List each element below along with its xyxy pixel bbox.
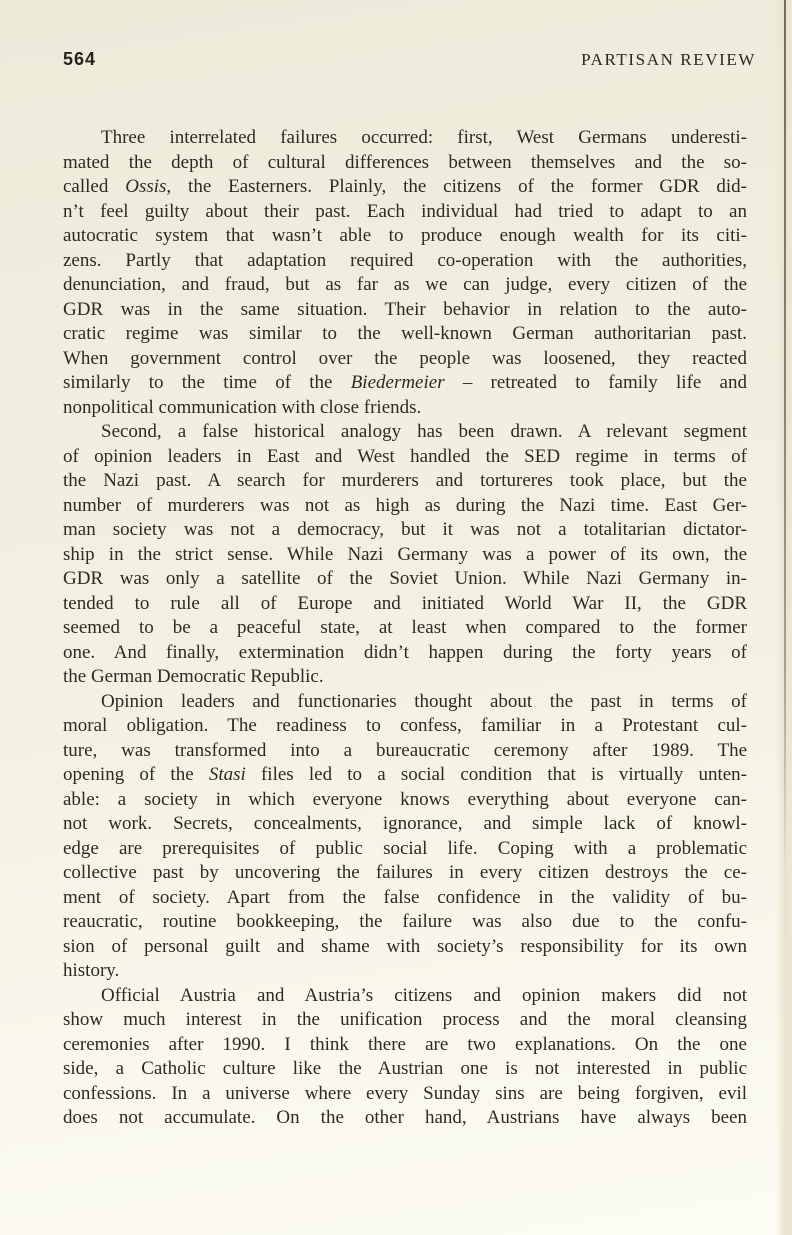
text-line: the Nazi past. A search for murderers and tortureres took place, but the <box>63 470 747 491</box>
text-line: cratic regime was similar to the well-known German authoritarian past. <box>63 323 747 344</box>
text-line: GDR was only a satellite of the Soviet Union. While Nazi Germany in- <box>63 568 747 589</box>
text-line: number of murderers was not as high as during the Nazi time. East Ger- <box>63 494 747 516</box>
text-line: collective past by uncovering the failures in every citizen destroys the ce- <box>63 862 747 883</box>
text-line: seemed to be a peaceful state, at least when compared to the former <box>63 617 747 638</box>
text-line: tended to rule all of Europe and initiated World War II, the GDR <box>63 592 747 614</box>
text-line: mated the depth of cultural differences between themselves and the so- <box>63 151 747 173</box>
text-line: denunciation, and fraud, but as far as we can judge, every citizen of the <box>63 274 747 295</box>
journal-title: PARTISAN REVIEW <box>581 50 756 69</box>
text-line: When government control over the people was loosened, they reacted <box>63 347 747 369</box>
text-line: one. And finally, extermination didn’t happen during the forty years of <box>63 641 747 663</box>
text-line: n’t feel guilty about their past. Each individual had tried to adapt to an <box>63 200 747 222</box>
text-line: ceremonies after 1990. I think there are two explanations. On the one <box>63 1033 747 1055</box>
paragraph <box>63 690 747 984</box>
text-line: autocratic system that wasn’t able to produce enough wealth for its citi- <box>63 225 747 246</box>
paragraph <box>63 984 747 1131</box>
text-line: nonpolitical communication with close friends. <box>63 396 422 418</box>
page-header <box>63 49 756 70</box>
text-line: Three interrelated failures occurred: first, West Germans underesti- <box>101 127 747 148</box>
text-line: opening of the Stasi files led to a social condition that is virtually unten- <box>63 764 747 785</box>
page-number: 564 <box>63 49 97 69</box>
text-line: not work. Secrets, concealments, ignorance, and simple lack of knowl- <box>63 813 747 834</box>
text-line: Second, a false historical analogy has been drawn. A relevant segment <box>101 421 747 442</box>
text-block <box>63 126 747 1131</box>
text-line: Opinion leaders and functionaries thought about the past in terms of <box>101 690 747 712</box>
text-line: reaucratic, routine bookkeeping, the failure was also due to the confu- <box>63 911 747 932</box>
text-line: GDR was in the same situation. Their behavior in relation to the auto- <box>63 298 747 320</box>
text-line: similarly to the time of the Biedermeier – retreated to family life and <box>63 372 747 393</box>
text-line: man society was not a democracy, but it was not a totalitarian dictator- <box>63 519 747 540</box>
text-line: ment of society. Apart from the false confidence in the validity of bu- <box>63 886 747 908</box>
text-line: show much interest in the unification process and the moral cleansing <box>63 1009 747 1030</box>
text-line: ture, was transformed into a bureaucratic ceremony after 1989. The <box>63 739 747 761</box>
page-binding-line <box>784 0 786 885</box>
text-line: confessions. In a universe where every Sunday sins are being forgiven, evil <box>63 1082 747 1104</box>
text-line: able: a society in which everyone knows everything about everyone can- <box>63 788 747 810</box>
text-line: zens. Partly that adaptation required co-operation with the authorities, <box>63 249 747 271</box>
text-line: of opinion leaders in East and West handled the SED regime in terms of <box>63 445 747 467</box>
text-line: ship in the strict sense. While Nazi Germany was a power of its own, the <box>63 543 747 565</box>
text-line: called Ossis, the Easterners. Plainly, the citizens of the former GDR did- <box>63 176 748 197</box>
text-line: does not accumulate. On the other hand, Austrians have always been <box>63 1107 747 1128</box>
text-line: Official Austria and Austria’s citizens and opinion makers did not <box>101 984 747 1006</box>
text-line: moral obligation. The readiness to confess, familiar in a Protestant cul- <box>63 715 747 736</box>
paragraph <box>63 126 747 420</box>
text-line: the German Democratic Republic. <box>63 666 324 687</box>
text-line: side, a Catholic culture like the Austrian one is not interested in public <box>63 1058 747 1079</box>
text-line: history. <box>63 960 120 981</box>
text-line: sion of personal guilt and shame with society’s responsibility for its own <box>63 935 747 957</box>
paragraph <box>63 420 747 690</box>
text-line: edge are prerequisites of public social life. Coping with a problematic <box>63 837 747 859</box>
